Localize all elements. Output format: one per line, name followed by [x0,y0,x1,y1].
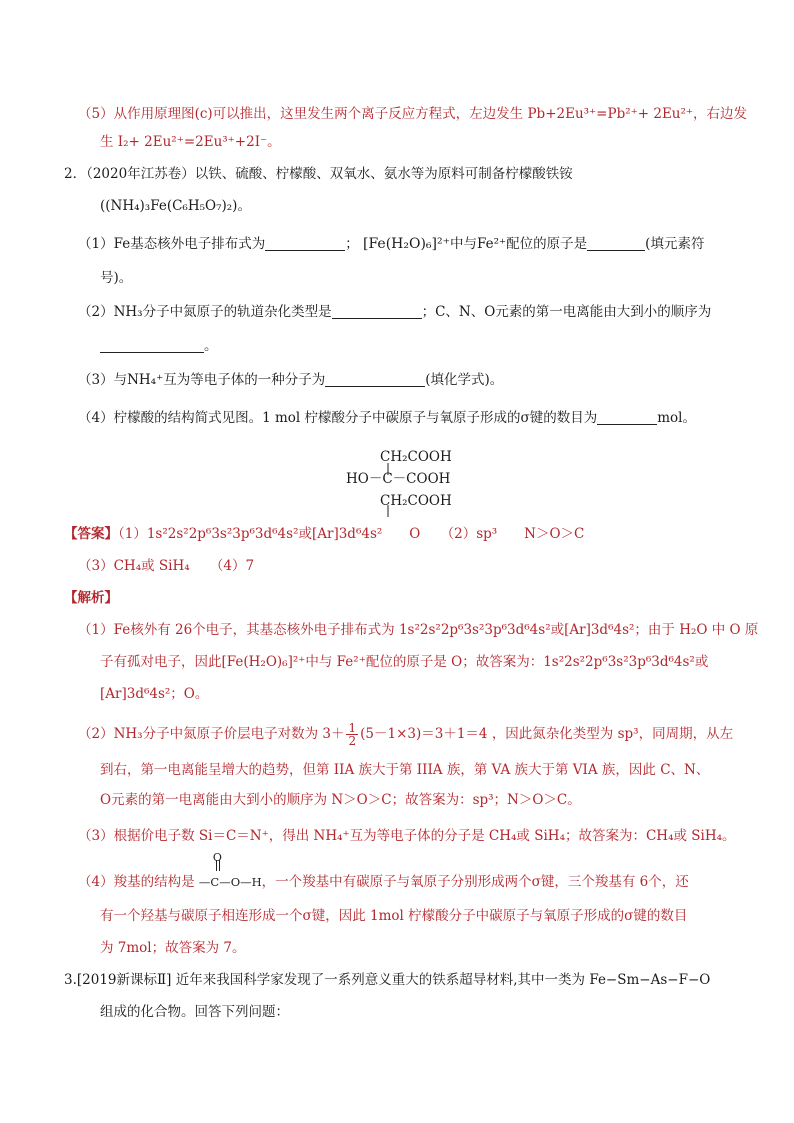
citric-acid-structure [346,446,452,512]
carboxyl-chain: —C—O—H [198,875,262,889]
analysis4-text-b: ，一个羧基中有碳原子与氧原子分别形成两个σ键，三个羧基有 6个，还 [261,874,689,890]
answer-line1 [64,524,584,544]
q2-part1-text-b: ； [345,236,359,252]
q2-part1-text-d: (填元素符 [645,236,705,252]
analysis1-line3: [Ar]3d⁶4s²；O。 [100,686,209,702]
analysis2-line3: O元素的第一电离能由大到小的顺序为 N＞O＞C；故答案为：sp³；N＞O＞C。 [100,792,581,808]
formula-pre: 3＋ [322,726,345,742]
q1-part5-line2: 生 I₂+ 2Eu²⁺=2Eu³⁺+2I⁻。 [100,134,281,150]
analysis4-line3: 为 7mol；故答案为 7。 [100,940,246,956]
analysis1-line2: 子有孤对电子，因此[Fe(H₂O)₆]²⁺中与 Fe²⁺配位的原子是 O；故答案为：1s²2s²2p⁶3s²3p⁶3d⁶4s²或 [100,654,709,670]
analysis3-line: （3）根据价电子数 Si＝C＝N⁺，得出 NH₄⁺互为等电子体的分子是 CH₄或 SiH₄；故答案为：CH₄或 SiH₄。 [78,828,736,844]
q2-stem-line2: ((NH₄)₃Fe(C₆H₅O₇)₂)。 [100,198,251,214]
analysis2-text-a: （2）NH₃分子中氮原子价层电子对数为 [78,726,319,742]
answer-label: 【答案】 [64,526,118,542]
structure-middle: HO－C－COOH [346,471,451,487]
carboxyl-oxygen: O [212,851,222,864]
q2-part2 [78,302,711,322]
complex-formula: [Fe(H₂O)₆]²⁺ [363,236,451,252]
carboxyl-structure [198,851,262,892]
analysis4-text-a: （4）羧基的结构是 [78,874,195,890]
analysis2-text-b: ，因此氮杂化类型为 sp³，同周期，从左 [491,726,734,742]
q2-part2-text-a: （2）NH₃分子中氮原子的轨道杂化类型是 [78,304,332,320]
analysis4-line1 [78,851,689,892]
analysis-label: 【解析】 [64,590,118,606]
q2-part1-text-c: 中与Fe²⁺配位的原子是 [450,236,588,252]
valence-formula [322,721,491,748]
q1-part5-line1: （5）从作用原理图(c)可以推出，这里发生两个离子反应方程式，左边发生 Pb+2Eu³⁺=Pb²⁺+ 2Eu²⁺，右边发 [78,106,748,122]
q2-part1 [78,234,704,254]
q2-part4-text-a: （4）柠檬酸的结构简式见图。1 mol 柠檬酸分子中碳原子与氧原子形成的σ键的数目为 [78,410,598,426]
q2-part3-text-a: （3）与NH₄⁺互为等电子体的一种分子为 [78,372,326,388]
structure-bonds [386,461,390,519]
q2-part4 [78,408,696,428]
answer-blank-5[interactable] [325,372,425,387]
structure-bottom: CH₂COOH [380,493,452,509]
answer-blank-1[interactable] [265,236,345,251]
q2-part3 [78,370,503,390]
analysis1-line1: （1）Fe核外有 26个电子，其基态核外电子排布式为 1s²2s²2p⁶3s²3p⁶3d⁶4s²或[Ar]3d⁶4s²；由于 H₂O 中 O 原 [78,622,759,638]
q2-part4-text-b: mol。 [657,410,696,426]
q2-part2-text-b: ；C、N、O元素的第一电离能由大到小的顺序为 [421,304,712,320]
answer-blank-3[interactable] [332,304,422,319]
answer-blank-4[interactable] [100,338,204,353]
answer-blank-6[interactable] [597,410,657,425]
fraction-numerator: 1 [348,721,357,735]
q2-stem-line1: 2．（2020年江苏卷）以铁、硫酸、柠檬酸、双氧水、氨水等为原料可制备柠檬酸铁铵 [64,166,573,182]
fraction-denominator: 2 [348,734,357,748]
carboxyl-double-bond [215,860,221,872]
structure-top: CH₂COOH [380,449,452,465]
answer-text-1: （1）1s²2s²2p⁶3s²3p⁶3d⁶4s²或[Ar]3d⁶4s² O （2）sp³ N＞O＞C [118,526,585,542]
analysis4-line2: 有一个羟基与碳原子相连形成一个σ键，因此 1mol 柠檬酸分子中碳原子与氧原子形成的σ键的数目 [100,908,688,924]
q2-part3-text-b: (填化学式)。 [425,372,504,388]
analysis2-line1 [78,722,733,747]
q3-line1: 3.[2019新课标Ⅱ] 近年来我国科学家发现了一系列意义重大的铁系超导材料,其中一类为 Fe−Sm−As−F−O [64,972,711,988]
q2-part2-line2 [100,336,218,356]
q3-line2: 组成的化合物。回答下列问题： [100,1004,289,1020]
answer-blank-2[interactable] [587,236,645,251]
answer-line2: （3）CH₄或 SiH₄ （4）7 [78,558,255,574]
q2-part1-line2: 号)。 [100,270,133,286]
formula-fraction [346,722,358,747]
q2-part2-text-c: 。 [204,338,218,354]
q2-part1-text-a: （1）Fe基态核外电子排布式为 [78,236,266,252]
formula-post: (5－1×3)＝3＋1＝4 [360,726,488,742]
analysis2-line2: 到右，第一电离能呈增大的趋势，但第 IIA 族大于第 IIIA 族，第 VA 族大于第 VIA 族，因此 C、N、 [100,762,710,778]
